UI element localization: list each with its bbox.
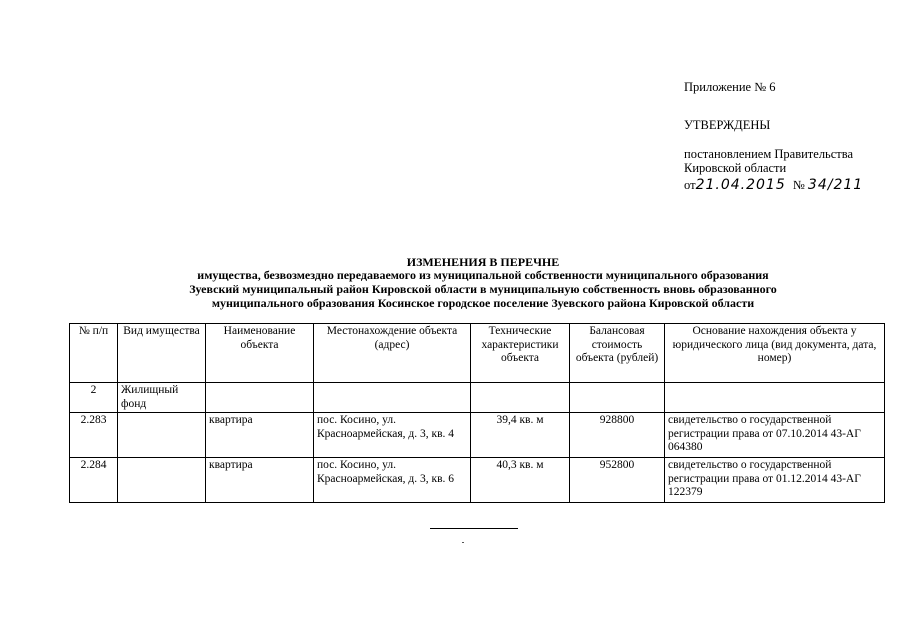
row-cost: 928800 bbox=[570, 413, 665, 458]
row-specs: 39,4 кв. м bbox=[471, 413, 570, 458]
row-type bbox=[118, 458, 206, 503]
title-line-2: имущества, безвозмездно передаваемого из муниципальной собственности муниципального образования bbox=[197, 268, 769, 282]
table-row bbox=[70, 413, 885, 458]
table-row bbox=[70, 458, 885, 503]
decree-line-2: Кировской области bbox=[684, 161, 787, 175]
property-table bbox=[69, 323, 885, 503]
row-cost: 952800 bbox=[570, 458, 665, 503]
appendix-label: Приложение № 6 bbox=[684, 80, 776, 94]
handwritten-number: 34/211 bbox=[807, 177, 864, 193]
row-name: квартира bbox=[206, 413, 314, 458]
row-address: пос. Косино, ул. Красноармейская, д. 3, кв. 6 bbox=[314, 458, 471, 503]
row-number: 2.283 bbox=[70, 413, 118, 458]
decree-date-line bbox=[684, 178, 863, 193]
row-number: 2.284 bbox=[70, 458, 118, 503]
column-header: Основание нахождения объекта у юридического лица (вид документа, дата, номер) bbox=[665, 324, 885, 383]
column-header: Вид имущества bbox=[118, 324, 206, 383]
document-title: ИЗМЕНЕНИЯ В ПЕРЕЧНЕ bbox=[406, 255, 560, 269]
column-header: Технические характеристики объекта bbox=[471, 324, 570, 383]
number-label: № bbox=[792, 178, 805, 192]
group-number: 2 bbox=[70, 383, 118, 413]
scan-dot bbox=[462, 542, 464, 543]
closing-rule bbox=[430, 528, 518, 529]
approved-label: УТВЕРЖДЕНЫ bbox=[684, 118, 771, 132]
title-line-4: муниципального образования Косинское городское поселение Зуевского района Кировской области bbox=[211, 296, 755, 310]
handwritten-date: 21.04.2015 bbox=[695, 177, 786, 193]
column-header: № п/п bbox=[70, 324, 118, 383]
title-line-3: Зуевский муниципальный район Кировской области в муниципальную собственность вновь образованного bbox=[189, 282, 777, 296]
column-header: Наименование объекта bbox=[206, 324, 314, 383]
row-address: пос. Косино, ул. Красноармейская, д. 3, кв. 4 bbox=[314, 413, 471, 458]
row-basis: свидетельство о государственной регистрации права от 01.12.2014 43-АГ 122379 bbox=[665, 458, 885, 503]
row-basis: свидетельство о государственной регистрации права от 07.10.2014 43-АГ 064380 bbox=[665, 413, 885, 458]
column-header: Балансовая стоимость объекта (рублей) bbox=[570, 324, 665, 383]
row-specs: 40,3 кв. м bbox=[471, 458, 570, 503]
decree-line-1: постановлением Правительства bbox=[684, 147, 854, 161]
column-header: Местонахождение объекта (адрес) bbox=[314, 324, 471, 383]
table-header-row bbox=[70, 324, 885, 383]
row-name: квартира bbox=[206, 458, 314, 503]
group-row bbox=[70, 383, 885, 413]
row-type bbox=[118, 413, 206, 458]
group-type: Жилищный фонд bbox=[118, 383, 206, 413]
from-prefix: от bbox=[684, 178, 696, 192]
